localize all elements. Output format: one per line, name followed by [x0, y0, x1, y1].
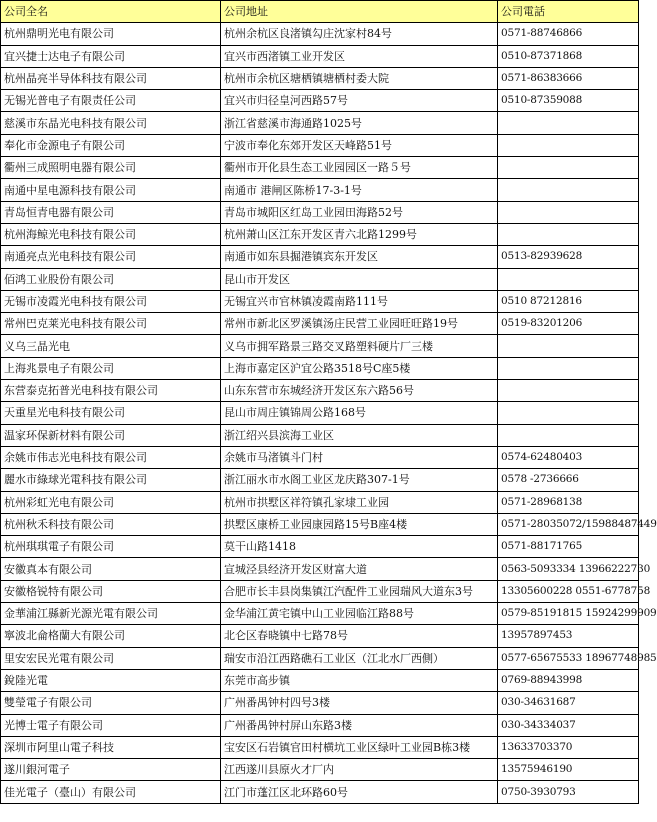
- company-phone-cell: 0579-85191815 15924299909: [498, 603, 639, 625]
- company-address-cell: 江门市蓬江区北环路60号: [221, 781, 498, 803]
- company-address-cell: 浙江省慈溪市海通路1025号: [221, 112, 498, 134]
- table-row: [1, 446, 639, 468]
- company-phone-cell: 0510 87212816: [498, 290, 639, 312]
- table-row: [1, 580, 639, 602]
- company-phone-cell: 13957897453: [498, 625, 639, 647]
- company-phone-cell: [498, 112, 639, 134]
- company-address-cell: 东莞市高步镇: [221, 669, 498, 691]
- table-row: [1, 714, 639, 736]
- table-row: [1, 669, 639, 691]
- company-name-cell: 杭州彩虹光电有限公司: [1, 491, 221, 513]
- table-row: [1, 268, 639, 290]
- company-name-cell: 青岛恒青电器有限公司: [1, 201, 221, 223]
- company-name-cell: 安徽格锐特有限公司: [1, 580, 221, 602]
- company-phone-cell: 030-34334037: [498, 714, 639, 736]
- table-row: [1, 45, 639, 67]
- company-phone-cell: 0519-83201206: [498, 313, 639, 335]
- table-row: [1, 759, 639, 781]
- company-name-cell: 东营泰克拓普光电科技有限公司: [1, 380, 221, 402]
- company-address-cell: 宜兴市西渚镇工业开发区: [221, 45, 498, 67]
- company-name-cell: 杭州晶亮半导体科技有限公司: [1, 67, 221, 89]
- company-address-cell: 杭州余杭区良渚镇勾庄沈家村84号: [221, 23, 498, 45]
- company-name-cell: 无锡光普电子有限责任公司: [1, 90, 221, 112]
- company-name-cell: 南通中星电源科技有限公司: [1, 179, 221, 201]
- company-address-cell: 昆山市周庄镇锦周公路168号: [221, 402, 498, 424]
- company-phone-cell: 0571-88746866: [498, 23, 639, 45]
- table-row: [1, 491, 639, 513]
- table-row: [1, 290, 639, 312]
- table-row: [1, 380, 639, 402]
- table-row: [1, 625, 639, 647]
- company-phone-cell: 0574-62480403: [498, 446, 639, 468]
- header-company-name: 公司全名: [1, 1, 221, 23]
- company-address-cell: 金华浦江黄宅镇中山工业园临江路88号: [221, 603, 498, 625]
- table-row: [1, 647, 639, 669]
- company-address-cell: 江西遂川县原火才厂内: [221, 759, 498, 781]
- company-phone-cell: [498, 424, 639, 446]
- company-address-cell: 莫干山路1418: [221, 536, 498, 558]
- company-address-cell: 瑞安市沿江西路礁石工业区（江北水厂西側）: [221, 647, 498, 669]
- company-phone-cell: [498, 380, 639, 402]
- company-address-cell: 合肥市长丰县岗集镇江汽配件工业园瑞风大道东3号: [221, 580, 498, 602]
- company-name-cell: 无锡市凌霞光电科技有限公司: [1, 290, 221, 312]
- company-name-cell: 南通亮点光电科技有限公司: [1, 246, 221, 268]
- company-address-cell: 广州番禺钟村四号3楼: [221, 692, 498, 714]
- company-name-cell: 光博士電子有限公司: [1, 714, 221, 736]
- header-company-address: 公司地址: [221, 1, 498, 23]
- table-row: [1, 112, 639, 134]
- company-phone-cell: [498, 357, 639, 379]
- company-name-cell: 金華浦江縣新光源光電有限公司: [1, 603, 221, 625]
- company-phone-cell: [498, 179, 639, 201]
- company-name-cell: 杭州琪琪電子有限公司: [1, 536, 221, 558]
- table-row: [1, 246, 639, 268]
- company-address-cell: 无锡宜兴市官林镇凌霞南路111号: [221, 290, 498, 312]
- company-name-cell: 慈溪市东晶光电科技有限公司: [1, 112, 221, 134]
- header-company-phone: 公司電話: [498, 1, 639, 23]
- company-address-cell: 宜兴市归径皇河西路57号: [221, 90, 498, 112]
- company-address-cell: 昆山市开发区: [221, 268, 498, 290]
- company-address-cell: 南通市如东县掘港镇宾东开发区: [221, 246, 498, 268]
- company-name-cell: 遂川銀河電子: [1, 759, 221, 781]
- table-row: [1, 179, 639, 201]
- company-name-cell: 杭州海鲸光电科技有限公司: [1, 223, 221, 245]
- company-address-cell: 义乌市拥军路景三路交叉路塑料硬片厂三楼: [221, 335, 498, 357]
- company-phone-cell: 13575946190: [498, 759, 639, 781]
- table-row: [1, 313, 639, 335]
- company-address-cell: 宁波市奉化东郊开发区天峰路51号: [221, 134, 498, 156]
- company-phone-cell: 0510-87359088: [498, 90, 639, 112]
- company-name-cell: 深圳市阿里山電子科技: [1, 736, 221, 758]
- company-address-cell: 青岛市城阳区红岛工业园田海路52号: [221, 201, 498, 223]
- company-phone-cell: 0571-88171765: [498, 536, 639, 558]
- table-row: [1, 402, 639, 424]
- company-phone-cell: 0769-88943998: [498, 669, 639, 691]
- table-row: [1, 513, 639, 535]
- company-address-cell: 浙江绍兴县滨海工业区: [221, 424, 498, 446]
- company-phone-cell: [498, 223, 639, 245]
- company-address-cell: 余姚市马渚镇斗门村: [221, 446, 498, 468]
- company-name-cell: 麗水市綠球光電科技有限公司: [1, 469, 221, 491]
- company-name-cell: 余姚市伟志光电科技有限公司: [1, 446, 221, 468]
- company-phone-cell: [498, 201, 639, 223]
- table-row: [1, 157, 639, 179]
- company-name-cell: 天重星光电科技有限公司: [1, 402, 221, 424]
- company-name-cell: 佳光電子（臺山）有限公司: [1, 781, 221, 803]
- table-row: [1, 201, 639, 223]
- company-address-cell: 宝安区石岩镇官田村横坑工业区绿叶工业园B栋3楼: [221, 736, 498, 758]
- company-address-cell: 杭州萧山区江东开发区青六北路1299号: [221, 223, 498, 245]
- company-address-cell: 南通市 港闸区陈桥17-3-1号: [221, 179, 498, 201]
- table-row: [1, 90, 639, 112]
- company-phone-cell: 0510-87371868: [498, 45, 639, 67]
- company-address-cell: 山东东营市东城经济开发区东六路56号: [221, 380, 498, 402]
- company-phone-cell: [498, 335, 639, 357]
- company-phone-cell: 0513-82939628: [498, 246, 639, 268]
- company-address-cell: 北仑区春晓镇中七路78号: [221, 625, 498, 647]
- company-name-cell: 寧波北侖格蘭大有限公司: [1, 625, 221, 647]
- company-address-cell: 常州市新北区罗溪镇汤庄民营工业园旺旺路19号: [221, 313, 498, 335]
- company-name-cell: 佰鸿工业股份有限公司: [1, 268, 221, 290]
- table-row: [1, 134, 639, 156]
- company-address-cell: 杭州市拱墅区祥符镇孔家埭工业园: [221, 491, 498, 513]
- table-row: [1, 335, 639, 357]
- company-phone-cell: [498, 157, 639, 179]
- company-phone-cell: 13633703370: [498, 736, 639, 758]
- company-name-cell: 杭州秋禾科技有限公司: [1, 513, 221, 535]
- company-phone-cell: [498, 268, 639, 290]
- company-name-cell: 安徽真本有限公司: [1, 558, 221, 580]
- table-row: [1, 469, 639, 491]
- company-name-cell: 常州巴克莱光电科技有限公司: [1, 313, 221, 335]
- table-row: [1, 223, 639, 245]
- company-name-cell: 衢州三成照明电器有限公司: [1, 157, 221, 179]
- company-phone-cell: 0571-28968138: [498, 491, 639, 513]
- company-phone-cell: 0578 -2736666: [498, 469, 639, 491]
- table-row: [1, 357, 639, 379]
- table-row: [1, 424, 639, 446]
- company-name-cell: 杭州鼎明光电有限公司: [1, 23, 221, 45]
- company-phone-cell: 0571-86383666: [498, 67, 639, 89]
- company-address-cell: 宣城泾县经济开发区财富大道: [221, 558, 498, 580]
- table-row: [1, 23, 639, 45]
- company-phone-cell: 030-34631687: [498, 692, 639, 714]
- company-address-cell: 浙江丽水市水阁工业区龙庆路307-1号: [221, 469, 498, 491]
- table-row: [1, 736, 639, 758]
- company-address-cell: 杭州市余杭区塘栖镇塘栖村委大院: [221, 67, 498, 89]
- table-row: [1, 67, 639, 89]
- header-row: [1, 1, 639, 23]
- company-name-cell: 奉化市金源电子有限公司: [1, 134, 221, 156]
- company-phone-cell: 0563-5093334 13966222730: [498, 558, 639, 580]
- table-row: [1, 558, 639, 580]
- company-name-cell: 銳陸光電: [1, 669, 221, 691]
- company-phone-cell: 13305600228 0551-6778758: [498, 580, 639, 602]
- company-name-cell: 雙瑩電子有限公司: [1, 692, 221, 714]
- company-name-cell: 温家环保新材料有限公司: [1, 424, 221, 446]
- company-name-cell: 上海兆景电子有限公司: [1, 357, 221, 379]
- table-row: [1, 781, 639, 803]
- table-row: [1, 536, 639, 558]
- company-phone-cell: 0577-65675533 18967748985: [498, 647, 639, 669]
- company-address-cell: 上海市嘉定区沪宜公路3518号C座5楼: [221, 357, 498, 379]
- table-row: [1, 603, 639, 625]
- table-row: [1, 692, 639, 714]
- company-address-cell: 衢州市开化县生态工业园园区一路５号: [221, 157, 498, 179]
- company-name-cell: 宜兴捷士达电子有限公司: [1, 45, 221, 67]
- company-name-cell: 义乌三晶光电: [1, 335, 221, 357]
- company-name-cell: 里安宏民光電有限公司: [1, 647, 221, 669]
- company-phone-cell: 0750-3930793: [498, 781, 639, 803]
- company-phone-cell: [498, 134, 639, 156]
- company-phone-cell: [498, 402, 639, 424]
- company-phone-cell: 0571-28035072/15988487449: [498, 513, 639, 535]
- company-address-cell: 广州番禺钟村屏山东路3楼: [221, 714, 498, 736]
- company-address-cell: 拱墅区康桥工业园康园路15号B座4楼: [221, 513, 498, 535]
